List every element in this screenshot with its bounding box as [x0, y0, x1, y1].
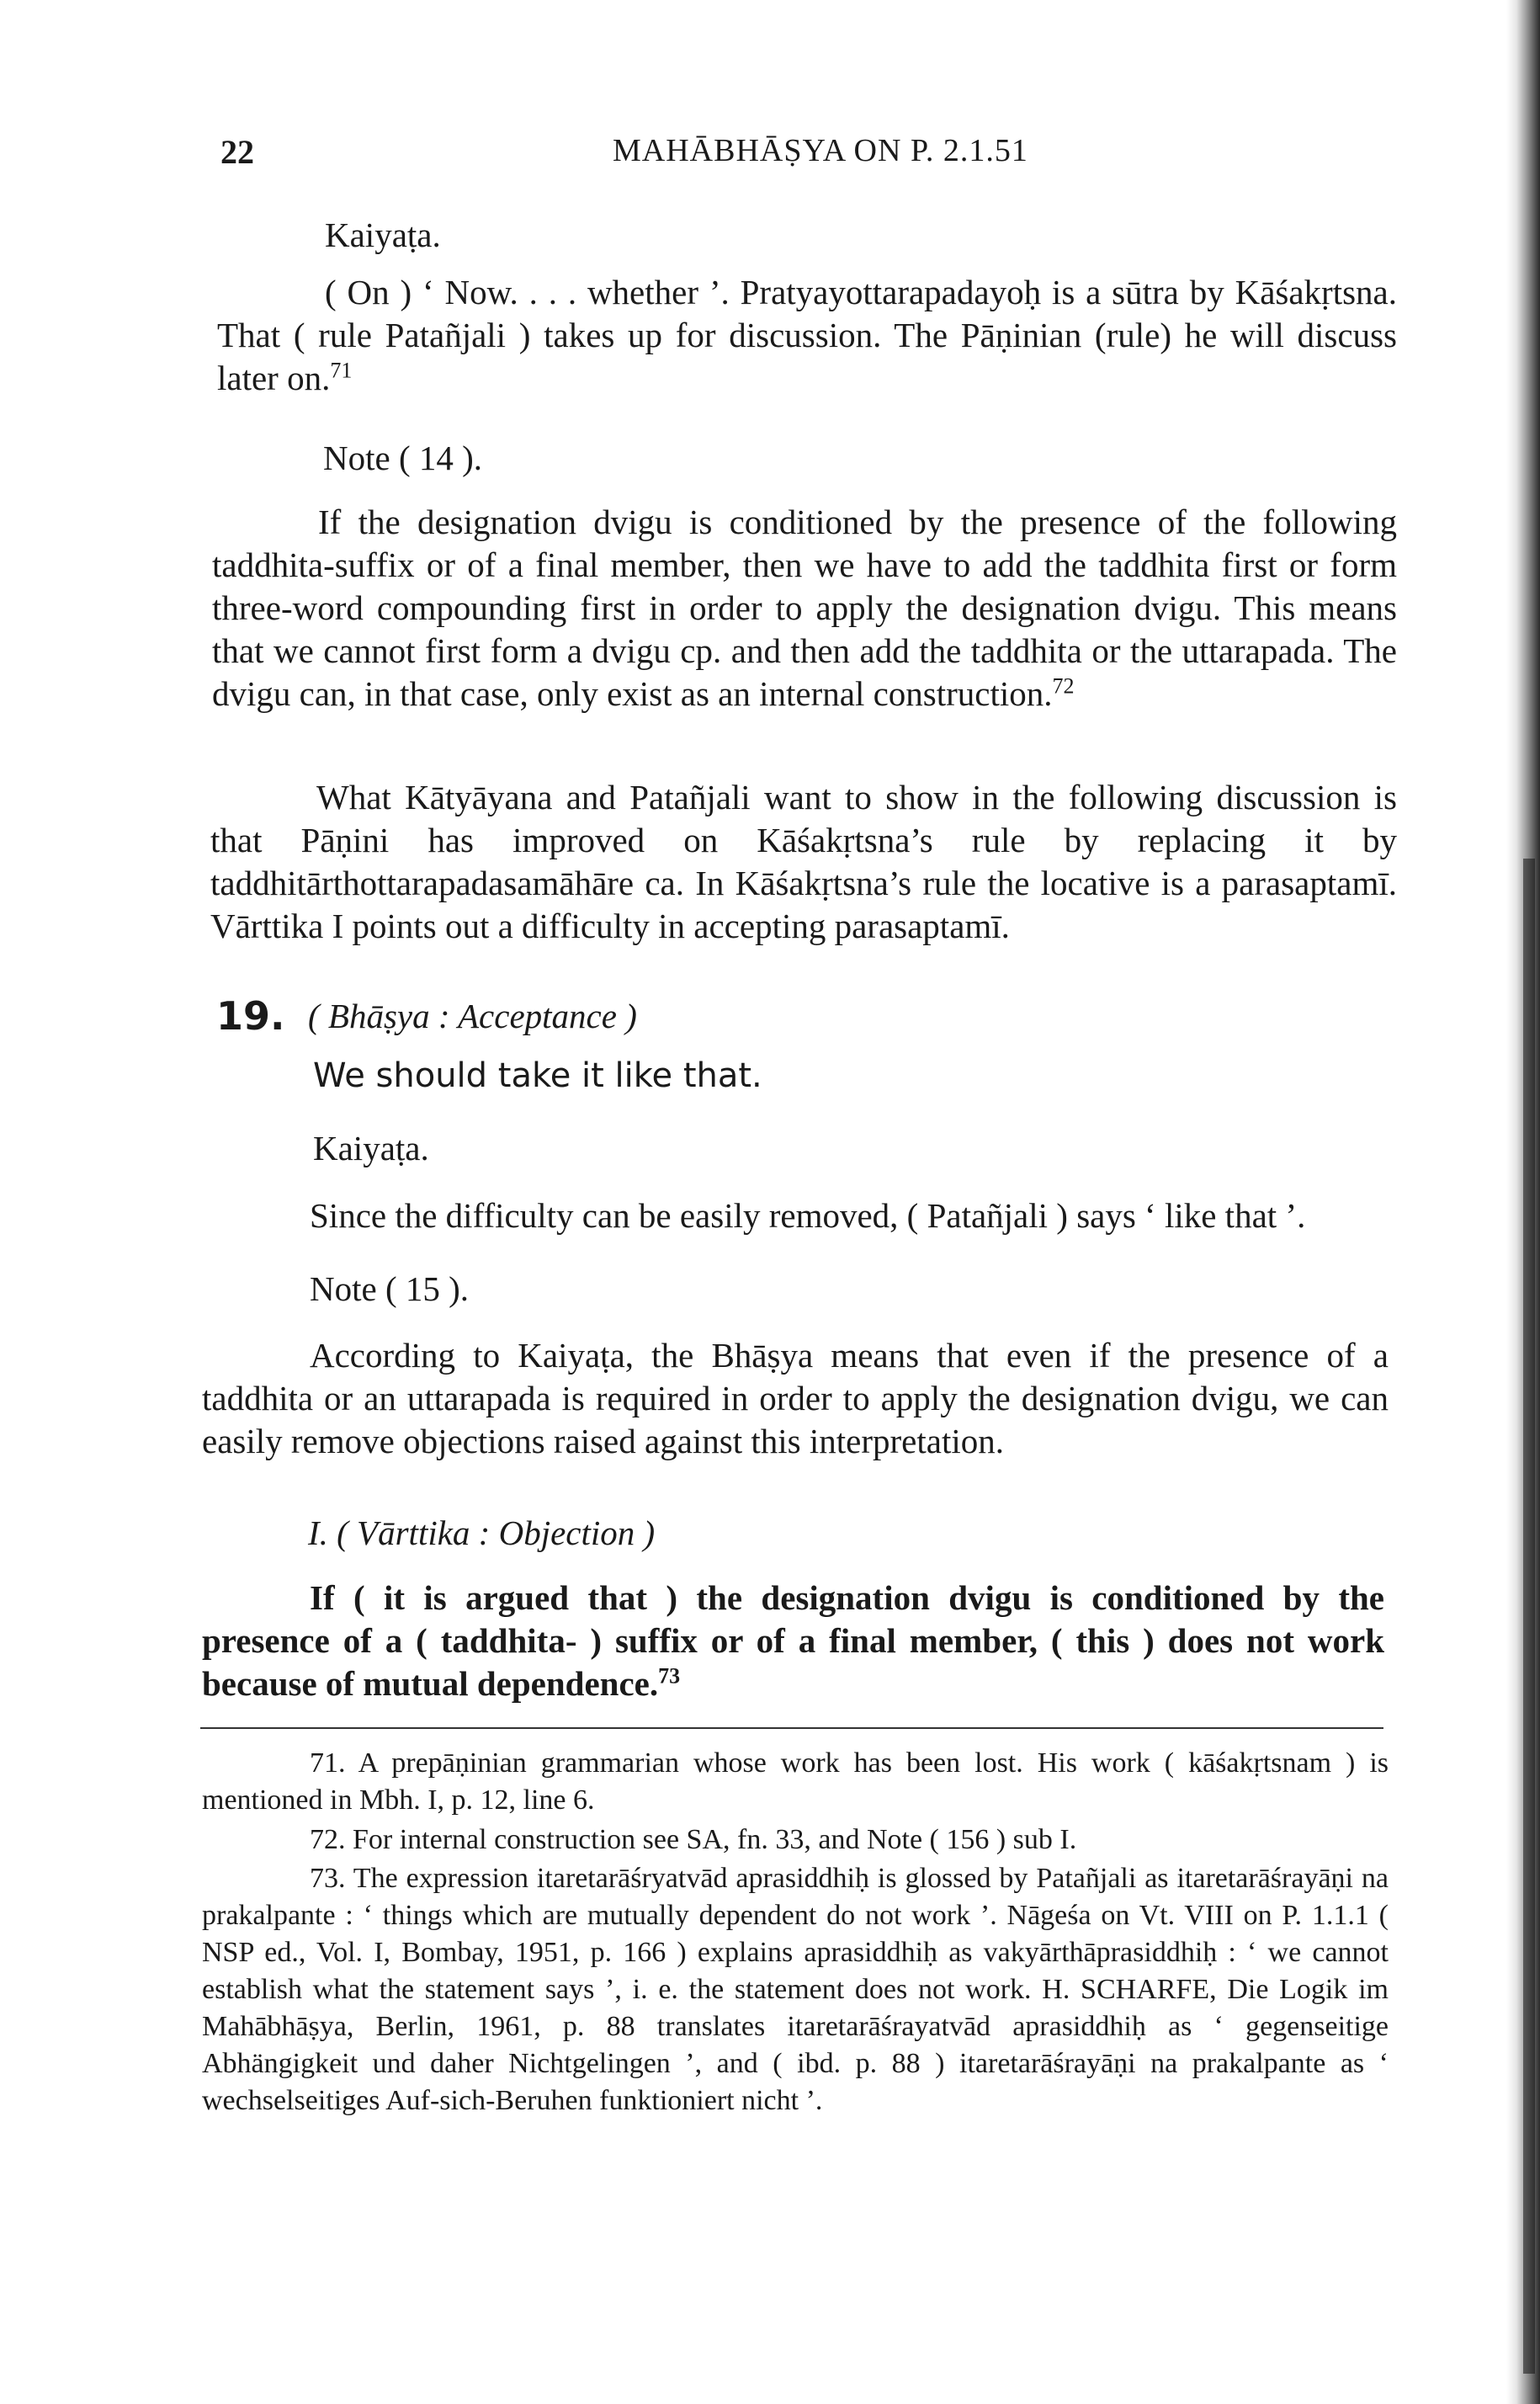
kaiyata-heading-1: Kaiyaṭa. — [325, 215, 441, 254]
kaiyata-text-2: Since the difficulty can be easily removed, ( Patañjali ) says ‘ like that ’. — [310, 1196, 1306, 1235]
kaiyata-paragraph-1 — [217, 271, 1397, 400]
note-14-text: If the designation dvigu is conditioned by the presence of the following taddhita-suffix or of a final member, then we have to add the taddhita first or form three-word compounding first in order to apply the designation dvigu. This means that we cannot first form a dvigu cp. and then add the taddhita or the uttarapada. The dvigu can, in that case, only exist as an internal construction. — [212, 503, 1397, 713]
footnote-73: 73. The expression itaretarāśryatvād aprasiddhiḥ is glossed by Patañjali as itaretarāśrayāṇi na prakalpante : ‘ things which are mutually dependent do not work ’. Nāgeśa on Vt. VIII on P. 1.1.1 ( NSP ed., Vol. I, Bombay, 1951, p. 166 ) explains aprasiddhiḥ as vakyārthāprasiddhiḥ : ‘ we cannot establish what the statement says ’, i. e. the statement does not work. H. SCHARFE, Die Logik im Mahābhāṣya, Berlin, 1961, p. 88 translates itaretarāśrayatvād aprasiddhiḥ as ‘ gegenseitige Abhängigkeit und daher Nichtgelingen ’, and ( ibd. p. 88 ) itaretarāśrayāṇi na prakalpante as ‘ wechselseitiges Auf-sich-Beruhen funktioniert nicht ’. — [202, 1863, 1389, 2116]
bhashya-heading: ( Bhāṣya : Acceptance ) — [308, 997, 637, 1035]
footnote-ref-71: 71 — [330, 358, 353, 383]
kaiyata-text-1: ( On ) ‘ Now. . . . whether ’. Pratyayottarapadayoḥ is a sūtra by Kāśakṛtsna. That ( rule Patañjali ) takes up for discussion. The Pāṇinian (rule) he will discuss later on. — [217, 273, 1397, 397]
running-head: MAHĀBHĀṢYA ON P. 2.1.51 — [613, 133, 1028, 168]
section-number: 19. — [216, 993, 285, 1039]
note-15-heading: Note ( 15 ). — [310, 1269, 470, 1308]
kaiyata-heading-2: Kaiyaṭa. — [313, 1129, 429, 1167]
page-number: 22 — [220, 133, 254, 171]
note-15-text: According to Kaiyaṭa, the Bhāṣya means that even if the presence of a taddhita or an uttarapada is required in order to apply the designation dvigu, we can easily remove objections raised against this interpretation. — [202, 1336, 1389, 1460]
varttika-text: If ( it is argued that ) the designation dvigu is conditioned by the presence of a ( taddhita- ) suffix or of a final member, ( this ) does not work because of mutual dependence. — [202, 1578, 1384, 1703]
note-14-heading: Note ( 14 ). — [323, 439, 483, 477]
varttika-paragraph — [202, 1577, 1384, 1705]
bhashya-text: We should take it like that. — [313, 1056, 762, 1095]
footnote-71: 71. A prepāṇinian grammarian whose work has been lost. His work ( kāśakṛtsnam ) is mentioned in Mbh. I, p. 12, line 6. — [202, 1747, 1389, 1816]
footnote-72: 72. For internal construction see SA, fn. 33, and Note ( 156 ) sub I. — [310, 1824, 1077, 1855]
footnote-ref-72: 72 — [1052, 673, 1075, 699]
footnote-separator — [200, 1727, 1383, 1729]
page-edge-binding — [1523, 859, 1535, 2374]
footnote-ref-73: 73 — [658, 1663, 681, 1689]
note-14-paragraph-2: What Kātyāyana and Patañjali want to show in the following discussion is that Pāṇini has improved on Kāśakṛtsna’s rule by replacing it by taddhitārthottarapadasamāhāre ca. In Kāśakṛtsna’s rule the locative is a parasaptamī. Vārttika I points out a difficulty in accepting parasaptamī. — [210, 778, 1397, 945]
note-14-paragraph — [212, 501, 1397, 715]
varttika-heading: I. ( Vārttika : Objection ) — [308, 1513, 656, 1552]
